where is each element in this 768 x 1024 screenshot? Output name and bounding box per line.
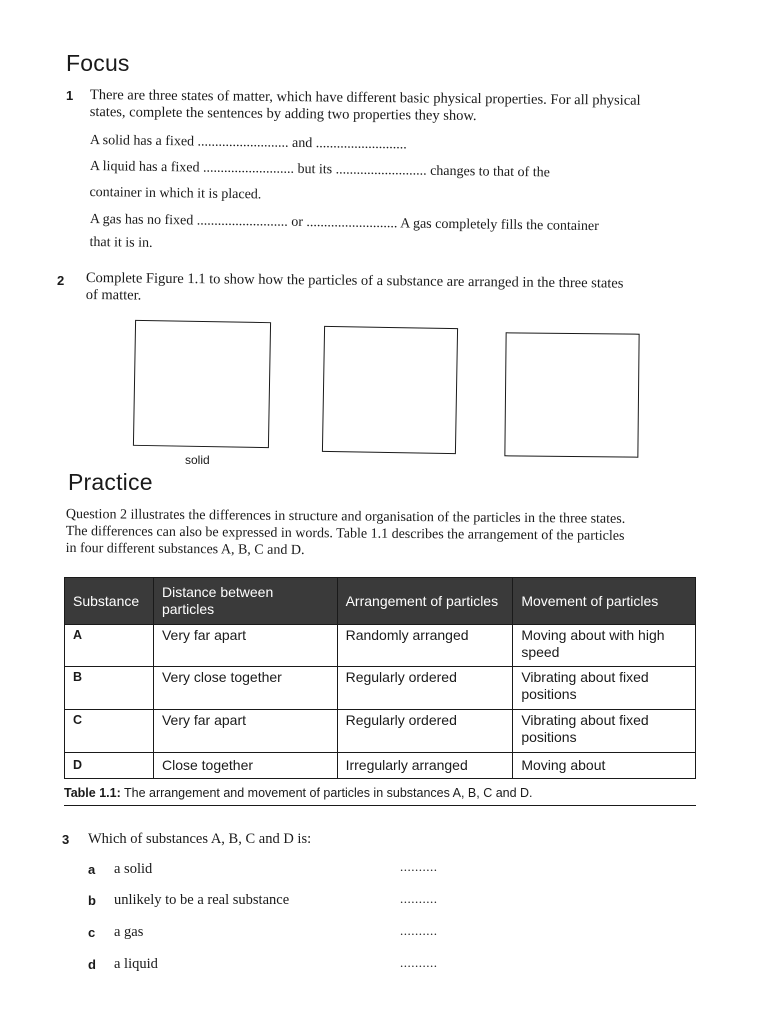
distance-cell: Very close together — [153, 667, 337, 710]
question-3-number: 3 — [62, 832, 70, 847]
movement-cell: Moving about with high speed — [513, 625, 696, 667]
question-1-number: 1 — [66, 88, 74, 103]
substance-cell: C — [65, 710, 154, 753]
solid-sentence: A solid has a fixed .......................... and .......................... — [89, 132, 407, 153]
gas-sentence — [89, 211, 598, 258]
table-row — [65, 667, 696, 710]
arrangement-cell: Regularly ordered — [337, 667, 513, 710]
distance-cell: Close together — [153, 753, 337, 779]
question-3b-letter: b — [88, 893, 96, 908]
question-1-intro-line1: There are three states of matter, which have different basic physical properties. For all physical — [89, 87, 641, 109]
question-2-line1: Complete Figure 1.1 to show how the particles of a substance are arranged in the three states — [85, 270, 624, 292]
practice-intro-line3: in four different substances A, B, C and D. — [65, 540, 305, 559]
liquid-sentence-line1: A liquid has a fixed .......................... but its .......................... changes to that of the — [89, 158, 550, 181]
question-3c-letter: c — [88, 925, 96, 940]
question-2-number: 2 — [57, 273, 65, 288]
gas-sentence-line2: that it is in. — [89, 234, 153, 251]
section-divider — [64, 805, 696, 806]
question-3d-text: a liquid — [114, 956, 158, 972]
question-1-intro — [90, 87, 690, 127]
movement-cell: Vibrating about fixed positions — [513, 710, 696, 753]
question-3c-text: a gas — [114, 924, 144, 940]
particles-table — [64, 577, 696, 779]
liquid-particle-box[interactable] — [322, 326, 458, 454]
focus-heading: Focus — [66, 50, 130, 76]
distance-cell: Very far apart — [153, 625, 337, 667]
practice-intro-line1: Question 2 illustrates the differences in structure and organisation of the particles in the three states. — [65, 506, 626, 527]
gas-sentence-line1: A gas has no fixed .......................... or .......................... A gas completely fills the container — [89, 211, 599, 235]
question-3c-answer[interactable]: .......... — [400, 923, 438, 938]
substance-cell: D — [65, 753, 154, 779]
arrangement-cell: Randomly arranged — [337, 625, 513, 667]
question-1-intro-line2: states, complete the sentences by adding two properties they show. — [89, 103, 477, 125]
liquid-sentence-line2: container in which it is placed. — [89, 184, 262, 203]
arrangement-cell: Irregularly arranged — [337, 753, 513, 779]
question-2-line2: of matter. — [85, 286, 142, 304]
gas-particle-box[interactable] — [504, 332, 639, 457]
table-caption — [64, 786, 533, 800]
table-caption-text: The arrangement and movement of particles in substances A, B, C and D. — [123, 786, 533, 800]
question-3b-answer[interactable]: .......... — [400, 891, 438, 906]
header-distance: Distance between particles — [153, 578, 337, 625]
practice-intro-line2: The differences can also be expressed in words. Table 1.1 describes the arrangement of the particles — [65, 523, 625, 544]
table-row — [65, 710, 696, 753]
arrangement-cell: Regularly ordered — [337, 710, 513, 753]
practice-intro — [66, 506, 626, 562]
header-arrangement: Arrangement of particles — [337, 578, 513, 625]
table-header-row — [65, 578, 696, 625]
question-3d-letter: d — [88, 957, 96, 972]
solid-particle-box[interactable] — [133, 320, 271, 448]
practice-heading: Practice — [68, 469, 153, 495]
movement-cell: Vibrating about fixed positions — [513, 667, 696, 710]
header-substance: Substance — [65, 578, 154, 625]
table-row — [65, 625, 696, 667]
table-caption-label: Table 1.1: — [64, 786, 121, 800]
movement-cell: Moving about — [513, 753, 696, 779]
solid-box-label: solid — [185, 453, 210, 467]
question-3-stem: Which of substances A, B, C and D is: — [88, 831, 312, 847]
question-3a-answer[interactable]: .......... — [400, 859, 438, 874]
header-movement: Movement of particles — [513, 578, 696, 625]
question-3a-text: a solid — [114, 861, 153, 877]
question-3b-text: unlikely to be a real substance — [114, 892, 290, 908]
question-3d-answer[interactable]: .......... — [400, 955, 438, 970]
substance-cell: B — [65, 667, 154, 710]
distance-cell: Very far apart — [153, 710, 337, 753]
liquid-sentence — [89, 158, 550, 207]
question-3a-letter: a — [88, 862, 96, 877]
question-2-text — [86, 270, 624, 310]
substance-cell: A — [65, 625, 154, 667]
table-row — [65, 753, 696, 779]
